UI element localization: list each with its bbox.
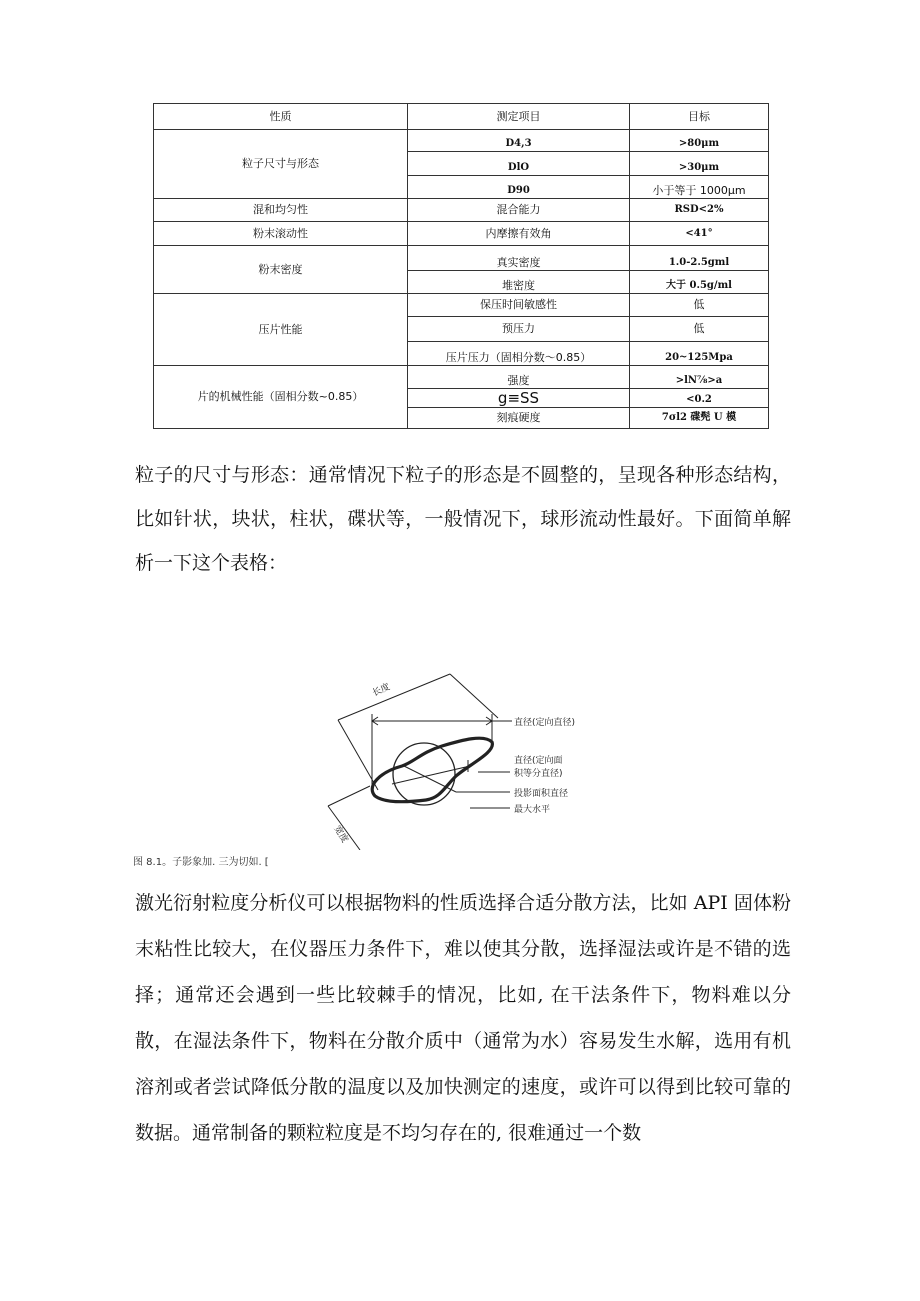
target-cell: 低 [630,294,769,317]
item-cell: 堆密度 [408,271,630,294]
table-row [154,199,769,222]
max-horizontal-label: 最大水平 [514,805,551,815]
width-extension-line [328,786,370,806]
target-cell: RSD<2% [630,199,769,222]
area-diameter-label-2: 积等分直径) [514,769,563,779]
length-label: 长度 [371,682,392,699]
particle-diameter-figure [320,668,600,850]
figure-caption: 图 8.1。子影象加. 三为切如. [ [133,857,269,868]
item-cell: 内摩擦有效角 [408,222,630,246]
target-cell: 大于 0.5g/ml [630,271,769,294]
item-cell: 压片压力（固相分数～0.85） [408,342,630,366]
target-cell: >30μm [630,152,769,176]
target-cell: <41° [630,222,769,246]
width-label: 宽度 [331,824,350,845]
target-cell-text: 小于等于 1000μm [652,184,746,197]
target-cell: 低 [630,317,769,342]
paragraph-laser-diffraction: 激光衍射粒度分析仪可以根据物料的性质选择合适分散方法，比如 API 固体粉末粘性比较大，在仪器压力条件下，难以使其分散，选择湿法或许是不错的选择；通常还会遇到一些比较棘手的情况，比如, 在干法条件下，物料难以分散，在湿法条件下，物料在分散介质中（通常为水）容易发生水解，选用有机溶剂或者尝试降低分散的温度以及加快测定的速度，或许可以得到比较可靠的数据。通常制备的颗粒粒度是不均匀存在的, 很难通过一个数 [135,892,791,1144]
table-row [154,366,769,389]
property-cell: 粉末密度 [154,246,408,294]
projected-area-label: 投影面积直径 [514,789,569,799]
target-cell: >80μm [630,130,769,152]
length-extension-line [450,674,498,718]
oriented-diameter-label: 直径(定向直径) [514,718,576,728]
property-cell: 混和均匀性 [154,199,408,222]
header-property: 性质 [154,104,408,130]
paragraph-particle-shape: 粒子的尺寸与形态：通常情况下粒子的形态是不圆整的，呈现各种形态结构，比如针状，块状，柱状，碟状等，一般情况下，球形流动性最好。下面简单解析一下这个表格： [135,464,791,574]
item-cell: 强度 [408,366,630,389]
table-row [154,222,769,246]
header-item: 测定项目 [408,104,630,130]
property-cell: 片的机械性能（固相分数~0.85） [154,366,408,429]
target-cell: 7σl2 碟髡 U 模 [630,408,769,429]
item-cell: 预压力 [408,317,630,342]
item-cell: g≡SS [408,389,630,408]
table-row [154,246,769,271]
table-row [154,294,769,317]
item-cell: 真实密度 [408,246,630,271]
table-header-row [154,104,769,130]
table-row [154,130,769,152]
property-cell: 粒子尺寸与形态 [154,130,408,199]
target-cell [630,176,769,199]
target-cell: 20~125Mpa [630,342,769,366]
header-target: 目标 [630,104,769,130]
particle-diagram [320,668,600,850]
area-diameter-label-1: 直径(定向面 [514,756,563,766]
item-cell: DlO [408,152,630,176]
target-cell: <0.2 [630,389,769,408]
target-cell: 1.0-2.5gml [630,246,769,271]
item-cell: 混合能力 [408,199,630,222]
property-cell: 压片性能 [154,294,408,366]
item-cell: 刻痕硬度 [408,408,630,429]
item-cell: 保压时间敏感性 [408,294,630,317]
length-dimension-line [338,674,450,720]
item-cell: D90 [408,176,630,199]
property-cell: 粉末滚动性 [154,222,408,246]
item-cell: D4,3 [408,130,630,152]
spec-table [153,103,769,429]
target-cell: >lN⅞>a [630,366,769,389]
